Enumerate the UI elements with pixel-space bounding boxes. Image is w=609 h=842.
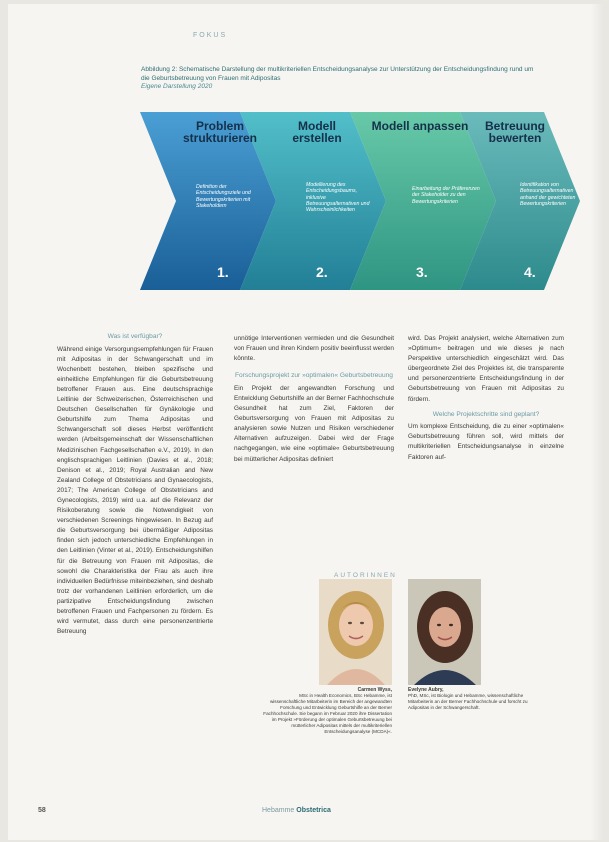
step-4-number: 4. <box>524 264 536 280</box>
col3-body-2: Um komplexe Entscheidung, die zu einer »optimalen« Geburtsbetreuung führen soll, wird mittels der multikriteriellen Entscheidungsanalyse in einzelne Faktoren auf- <box>408 423 564 461</box>
step-2-description: Modellierung des Entscheidungsbaums, inklusive Betreuungsalternativen und Wahrscheinlichkeiten <box>306 182 370 214</box>
author-2-name: Evelyne Aubry, <box>408 687 444 693</box>
page-shadow <box>590 4 604 840</box>
col2-body-1: unnötige Interventionen vermieden und die Gesundheit von Frauen und ihren Kindern positiv beeinflusst werden könnte. <box>234 335 394 363</box>
section-label: FOKUS <box>193 32 228 39</box>
author-1-name: Carmen Wyss, <box>357 687 392 693</box>
caption-text: Abbildung 2: Schematische Darstellung der multikriteriellen Entscheidungsanalyse zur Unterstützung der Entscheidungsfindung rund um die Geburtsbetreuung von Frauen mit Adipositas <box>141 66 534 82</box>
caption-source: Eigene Darstellung 2020 <box>141 83 213 91</box>
author-bio-2 <box>408 687 528 711</box>
col2-body-2: Ein Projekt der angewandten Forschung und Entwicklung Geburtshilfe an der Berner Fachhochschule Gesundheit hat zum Ziel, Faktoren der Geburtsversorgung von Frauen mit Adipositas zu analysieren sowie Nutzen und Risiken verschiedener Alternativen aufzuzeigen. Dabei wird der Frage nachgegangen, wie eine »optimale« Geburtsbetreuung bei mütterlicher Adipositas definiert <box>234 384 394 463</box>
step-3-title: Modell anpassen <box>371 119 469 133</box>
step-3-number: 3. <box>416 264 428 280</box>
process-diagram <box>140 112 580 290</box>
author-photo-carmen-wyss <box>319 579 392 685</box>
figure-caption <box>141 66 541 92</box>
col3-body-1: wird. Das Projekt analysiert, welche Alternativen zum »Optimum« beitragen und wie dieses je nach Perspektive unterschiedlich eingeschätzt wird. Das übergeordnete Ziel des Projektes ist, die transparente und personenzentrierte Entscheidungsfindung in der Geburtsbetreuung von Frauen mit Adipositas zu fördern. <box>408 335 564 403</box>
footer-brand-name: Obstetrica <box>296 807 331 814</box>
col1-subhead: Was ist verfügbar? <box>107 333 163 340</box>
text-column-3 <box>408 334 564 463</box>
text-column-2 <box>234 334 394 465</box>
footer-brand-prefix: Hebamme <box>262 807 295 814</box>
magazine-page <box>8 4 604 840</box>
author-2-bio: PhD, MSc, ist Biologin und Hebamme, wissenschaftliche Mitarbeiterin an der Berner Fachhochschule und forscht zu Adipositas in der Schwangerschaft. <box>408 693 528 710</box>
author-bio-1 <box>263 687 392 735</box>
col3-subhead: Welche Projektschritte sind geplant? <box>432 410 540 418</box>
authors-label: AUTORINNEN <box>334 572 397 579</box>
step-4-description: Identifikation von Betreuungsalternativen anhand der gewichteten Bewertungskriterien <box>520 182 576 207</box>
footer-brand <box>262 807 331 814</box>
col1-body: Während einige Versorgungsempfehlungen für Frauen mit Adipositas in der Schwangerschaft und im Wochenbett bestehen, bleiben spezifische und einheitliche Empfehlungen für die Geburtsbetreuung betroffener Frauen aus. Eine deutschsprachige Leitlinie der Schweizerischen, Österreichischen und Deutschen Gesellschaften für Gynäkologie und Geburtshilfe zum Thema Adipositas und Schwangerschaft soll dieses Herbst veröffentlicht werden (Arbeitsgemeinschaft der Wissenschaftlichen Medizinischen Fachgesellschaften e.V., 2019). In den englischsprachigen Leitlinien (Davies et al., 2018; Denison et al., 2019; Royal Australian and New Zealand College of Obstetricians and Gynaecologists, 2017; The American College of Obstetricians and Gynecologists, 2019) wird u.a. auf die Relevanz der Risikoberatung sowie die Notwendigkeit von verschiedenen Screenings hingewiesen. In Bezug auf die Geburtsversorgung bei übermäßiger Adipositas finden sich jedoch unterschiedliche Empfehlungen in den Leitlinien (Vinter et al., 2019). Entscheidungshilfen für die Betreuung von Frauen mit Adipositas, die sowohl die Charakteristika der Frau als auch ihre individuellen Bedürfnisse miteinbeziehen, sind deshalb trotz der vorhandenen Leitlinien erforderlich, um die partizipative Entscheidungsfindung zwischen betroffenen Frauen und Fachpersonen zu fördern. Es wird vermutet, dass durch eine personenzentrierte Betreuung <box>57 345 213 636</box>
text-column-1 <box>57 329 213 637</box>
col2-subhead: Forschungsprojekt zur »optimalen« Geburtsbetreuung <box>235 372 393 380</box>
step-2-number: 2. <box>316 264 328 280</box>
author-1-bio: MSc in Health Economics, BSc Hebamme, ist wissenschaftliche Mitarbeiterin im Bereich der angewandten Forschung und Entwicklung Geburtshilfe an der Berner Fachhochschule. Sie begann im Februar 2020 ihre Dissertation im Projekt »Förderung der optimalen Geburtsbetreuung bei mütterlicher Adipositas mittels der multikriteriellen Entscheidungsanalyse (MCDA)«. <box>263 693 392 734</box>
page-number: 58 <box>38 807 46 814</box>
step-1-description: Definition der Entscheidungsziele und Bewertungskriterien mit Stakeholdern <box>196 184 251 209</box>
author-photo-evelyne-aubry <box>408 579 481 685</box>
step-2-title: Modell erstellen <box>292 119 342 145</box>
step-1-number: 1. <box>217 264 229 280</box>
step-1-title: Problem strukturieren <box>182 119 258 145</box>
step-4-title: Betreuung bewerten <box>485 119 545 145</box>
step-3-description: Einarbeitung der Präferenzen der Stakeholder zu den Bewertungskriterien <box>412 186 480 205</box>
